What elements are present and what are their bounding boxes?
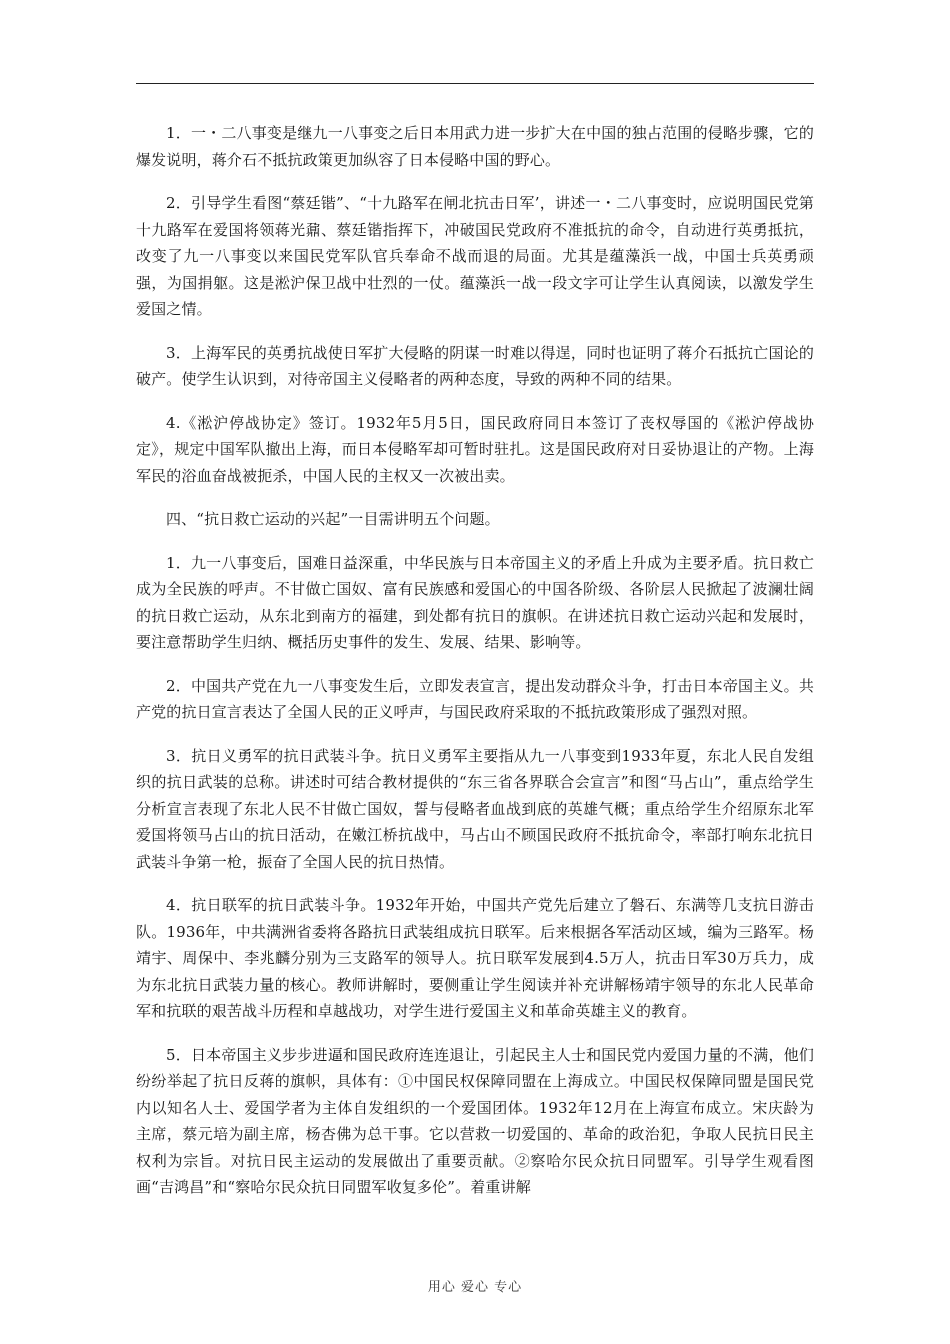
- paragraph: 1．一・二八事变是继九一八事变之后日本用武力进一步扩大在中国的独占范围的侵略步骤，它的爆发说明，蒋介石不抵抗政策更加纵容了日本侵略中国的野心。: [136, 124, 814, 169]
- paragraph: 5．日本帝国主义步步进逼和国民政府连连退让，引起民主人士和国民党内爱国力量的不满，他们纷纷举起了抗日反蒋的旗帜，具体有：①中国民权保障同盟在上海成立。中国民权保障同盟是国民党内以知名人士、爱国学者为主体自发组织的一个爱国团体。1932年12月在上海宣布成立。宋庆龄为主席，蔡元培为副主席，杨杏佛为总干事。它以营救一切爱国的、革命的政治犯，争取人民抗日民主权利为宗旨。对抗日民主运动的发展做出了重要贡献。②察哈尔民众抗日同盟军。引导学生观看图画“吉鸿昌”和“察哈尔民众抗日同盟军收复多伦”。着重讲解: [136, 1045, 814, 1196]
- paragraph: 2．引导学生看图“蔡廷锴”、“十九路军在闸北抗击日军’，讲述一・二八事变时，应说明国民党第十九路军在爱国将领蒋光鼐、蔡廷锴指挥下，冲破国民党政府不准抵抗的命令，自动进行英勇抵抗，改变了九一八事变以来国民党军队官兵奉命不战而退的局面。尤其是蕴藻浜一战，中国士兵英勇顽强，为国捐躯。这是淞沪保卫战中壮烈的一仗。蕴藻浜一战一段文字可让学生认真阅读，以激发学生爱国之情。: [136, 194, 814, 318]
- section-heading: 四、“抗日救亡运动的兴起”一目需讲明五个问题。: [166, 510, 500, 528]
- page-footer: 用心 爱心 专心: [427, 1280, 523, 1295]
- header-rule: [136, 83, 814, 84]
- paragraph: 4.《淞沪停战协定》签订。1932年5月5日，国民政府同日本签订了丧权辱国的《淞沪停战协定》，规定中国军队撤出上海，而日本侵略军却可暂时驻扎。这是国民政府对日妥协退让的产物。上海军民的浴血奋战被扼杀，中国人民的主权又一次被出卖。: [136, 413, 814, 485]
- paragraph: 2．中国共产党在九一八事变发生后，立即发表宣言，提出发动群众斗争，打击日本帝国主义。共产党的抗日宣言表达了全国人民的正义呼声，与国民政府采取的不抵抗政策形成了强烈对照。: [136, 676, 814, 721]
- paragraph: 3．上海军民的英勇抗战使日军扩大侵略的阴谋一时难以得逞，同时也证明了蒋介石抵抗亡国论的破产。使学生认识到，对待帝国主义侵略者的两种态度，导致的两种不同的结果。: [136, 343, 814, 388]
- paragraph: 3．抗日义勇军的抗日武装斗争。抗日义勇军主要指从九一八事变到1933年夏，东北人民自发组织的抗日武装的总称。讲述时可结合教材提供的“东三省各界联合会宣言”和图“马占山”，重点给学生分析宣言表现了东北人民不甘做亡国奴，誓与侵略者血战到底的英雄气概；重点给学生介绍原东北军爱国将领马占山的抗日活动，在嫩江桥抗战中，马占山不顾国民政府不抵抗命令，率部打响东北抗日武装斗争第一枪，振奋了全国人民的抗日热情。: [136, 746, 814, 871]
- paragraph: 4．抗日联军的抗日武装斗争。1932年开始，中国共产党先后建立了磐石、东满等几支抗日游击队。1936年，中共满洲省委将各路抗日武装组成抗日联军。后来根据各军活动区域，编为三路军。杨靖宇、周保中、李兆麟分别为三支路军的领导人。抗日联军发展到4.5万人，抗击日军30万兵力，成为东北抗日武装力量的核心。教师讲解时，要侧重让学生阅读并补充讲解杨靖宇领导的东北人民革命军和抗联的艰苦战斗历程和卓越战功，对学生进行爱国主义和革命英雄主义的教育。: [136, 896, 814, 1020]
- document-body: [136, 120, 814, 1218]
- paragraph: 1．九一八事变后，国难日益深重，中华民族与日本帝国主义的矛盾上升成为主要矛盾。抗日救亡成为全民族的呼声。不甘做亡国奴、富有民族感和爱国心的中国各阶级、各阶层人民掀起了波澜壮阔的抗日救亡运动，从东北到南方的福建，到处都有抗日的旗帜。在讲述抗日救亡运动兴起和发展时，要注意帮助学生归纳、概括历史事件的发生、发展、结果、影响等。: [136, 553, 814, 651]
